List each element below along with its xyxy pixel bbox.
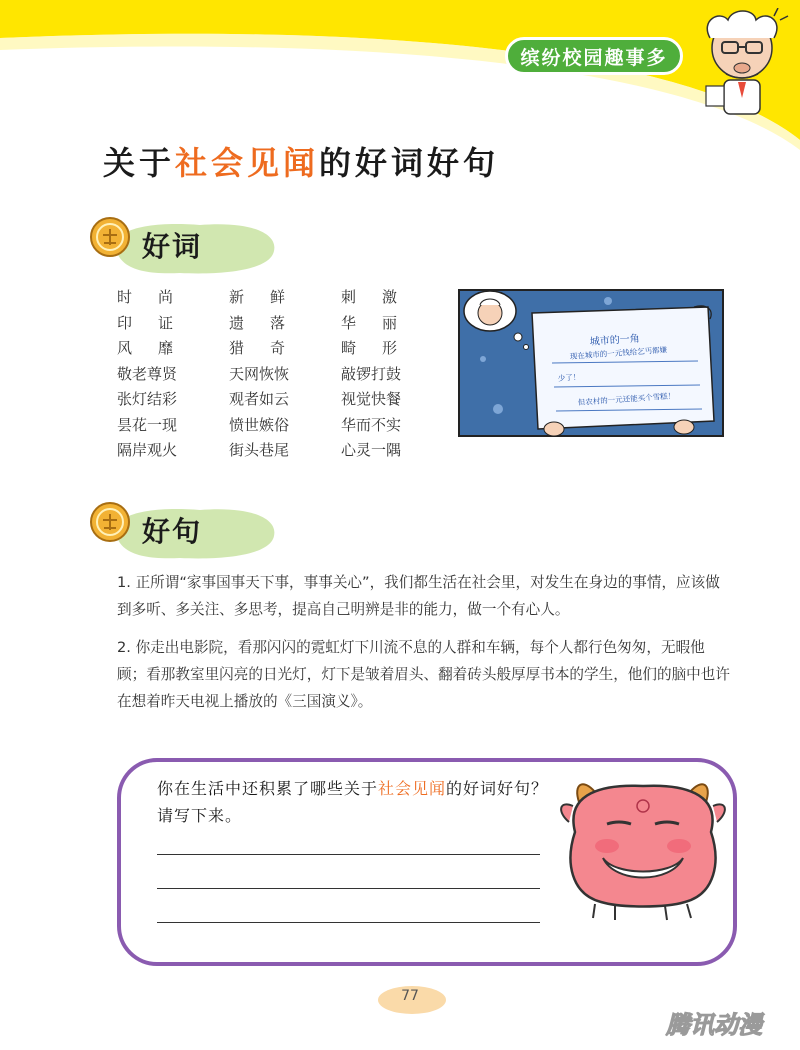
good-sentences-label: 好句 — [142, 515, 203, 548]
word: 畸形 — [341, 339, 424, 357]
word: 遗落 — [229, 313, 312, 332]
word: 心灵一隅 — [341, 441, 402, 459]
coin-icon — [88, 500, 132, 544]
pink-cow-mascot-illustration — [555, 772, 730, 922]
sentence-2: 2. 你走出电影院，看那闪闪的霓虹灯下川流不息的人群和车辆，每个人都行色匆匆，无暇他顾；看那教室里闪亮的日光灯，灯下是皱着眉头、翻着砖头般厚厚书本的学生，他们的脑中也许在想着昨天电视上播放的《三国演义》。 — [117, 639, 730, 710]
sentence-1: 1. 正所谓“家事国事天下事，事事关心”，我们都生活在社会里，对发生在身边的事情，应该做到多听、多关注、多思考，提高自己明辨是非的能力，做一个有心人。 — [117, 574, 720, 618]
good-words-label: 好词 — [142, 230, 203, 263]
good-sentences-heading — [88, 500, 288, 570]
comic-note-title: 城市的一角 — [589, 333, 641, 348]
word: 敬老尊贤 — [117, 364, 178, 383]
comic-note-line3: 但农村的一元还能买个雪糕！ — [577, 391, 676, 407]
prompt-text-end: 的好词好句？请写下来。 — [157, 779, 549, 825]
word: 天网恢恢 — [229, 364, 290, 383]
word-grid — [117, 286, 424, 465]
word: 观者如云 — [229, 390, 290, 408]
word: 华而不实 — [341, 415, 402, 434]
word: 隔岸观火 — [117, 441, 178, 459]
page-title — [103, 138, 703, 186]
title-prefix: 关于 — [103, 144, 176, 182]
professor-mascot-illustration — [692, 8, 792, 118]
exercise-prompt — [157, 775, 557, 829]
word: 视觉快餐 — [341, 390, 402, 408]
word: 街头巷尾 — [229, 441, 290, 459]
word: 张灯结彩 — [117, 390, 178, 408]
watermark-text: 腾讯动漫 — [666, 1011, 762, 1039]
word: 敲锣打鼓 — [341, 364, 402, 383]
answer-line[interactable] — [157, 854, 540, 855]
good-words-heading — [88, 215, 288, 285]
page-number: 77 — [401, 988, 419, 1004]
word: 昙花一现 — [117, 415, 178, 434]
comic-note-line2: 少了！ — [557, 372, 581, 383]
comic-panel-illustration — [458, 289, 724, 437]
word: 刺激 — [341, 288, 424, 306]
word: 猎奇 — [229, 339, 312, 357]
title-highlight: 社会见闻 — [175, 144, 320, 182]
comic-note-line1: 现在城市的一元钱给乞丐都嫌 — [569, 345, 668, 361]
prompt-text: 你在生活中还积累了哪些关于 — [157, 779, 379, 798]
word: 愤世嫉俗 — [229, 415, 290, 434]
word: 时尚 — [117, 288, 200, 306]
coin-icon — [88, 215, 132, 259]
word: 新鲜 — [229, 288, 312, 306]
word: 风靡 — [117, 339, 200, 357]
header-swoosh — [0, 0, 800, 160]
title-suffix: 的好词好句 — [319, 144, 500, 182]
series-tab: 缤纷校园趣事多 — [505, 37, 683, 75]
watermark-logo — [662, 1005, 792, 1041]
answer-line[interactable] — [157, 888, 540, 889]
word: 华丽 — [341, 313, 424, 332]
prompt-highlight: 社会见闻 — [378, 779, 447, 798]
answer-line[interactable] — [157, 922, 540, 923]
word: 印证 — [117, 313, 200, 332]
